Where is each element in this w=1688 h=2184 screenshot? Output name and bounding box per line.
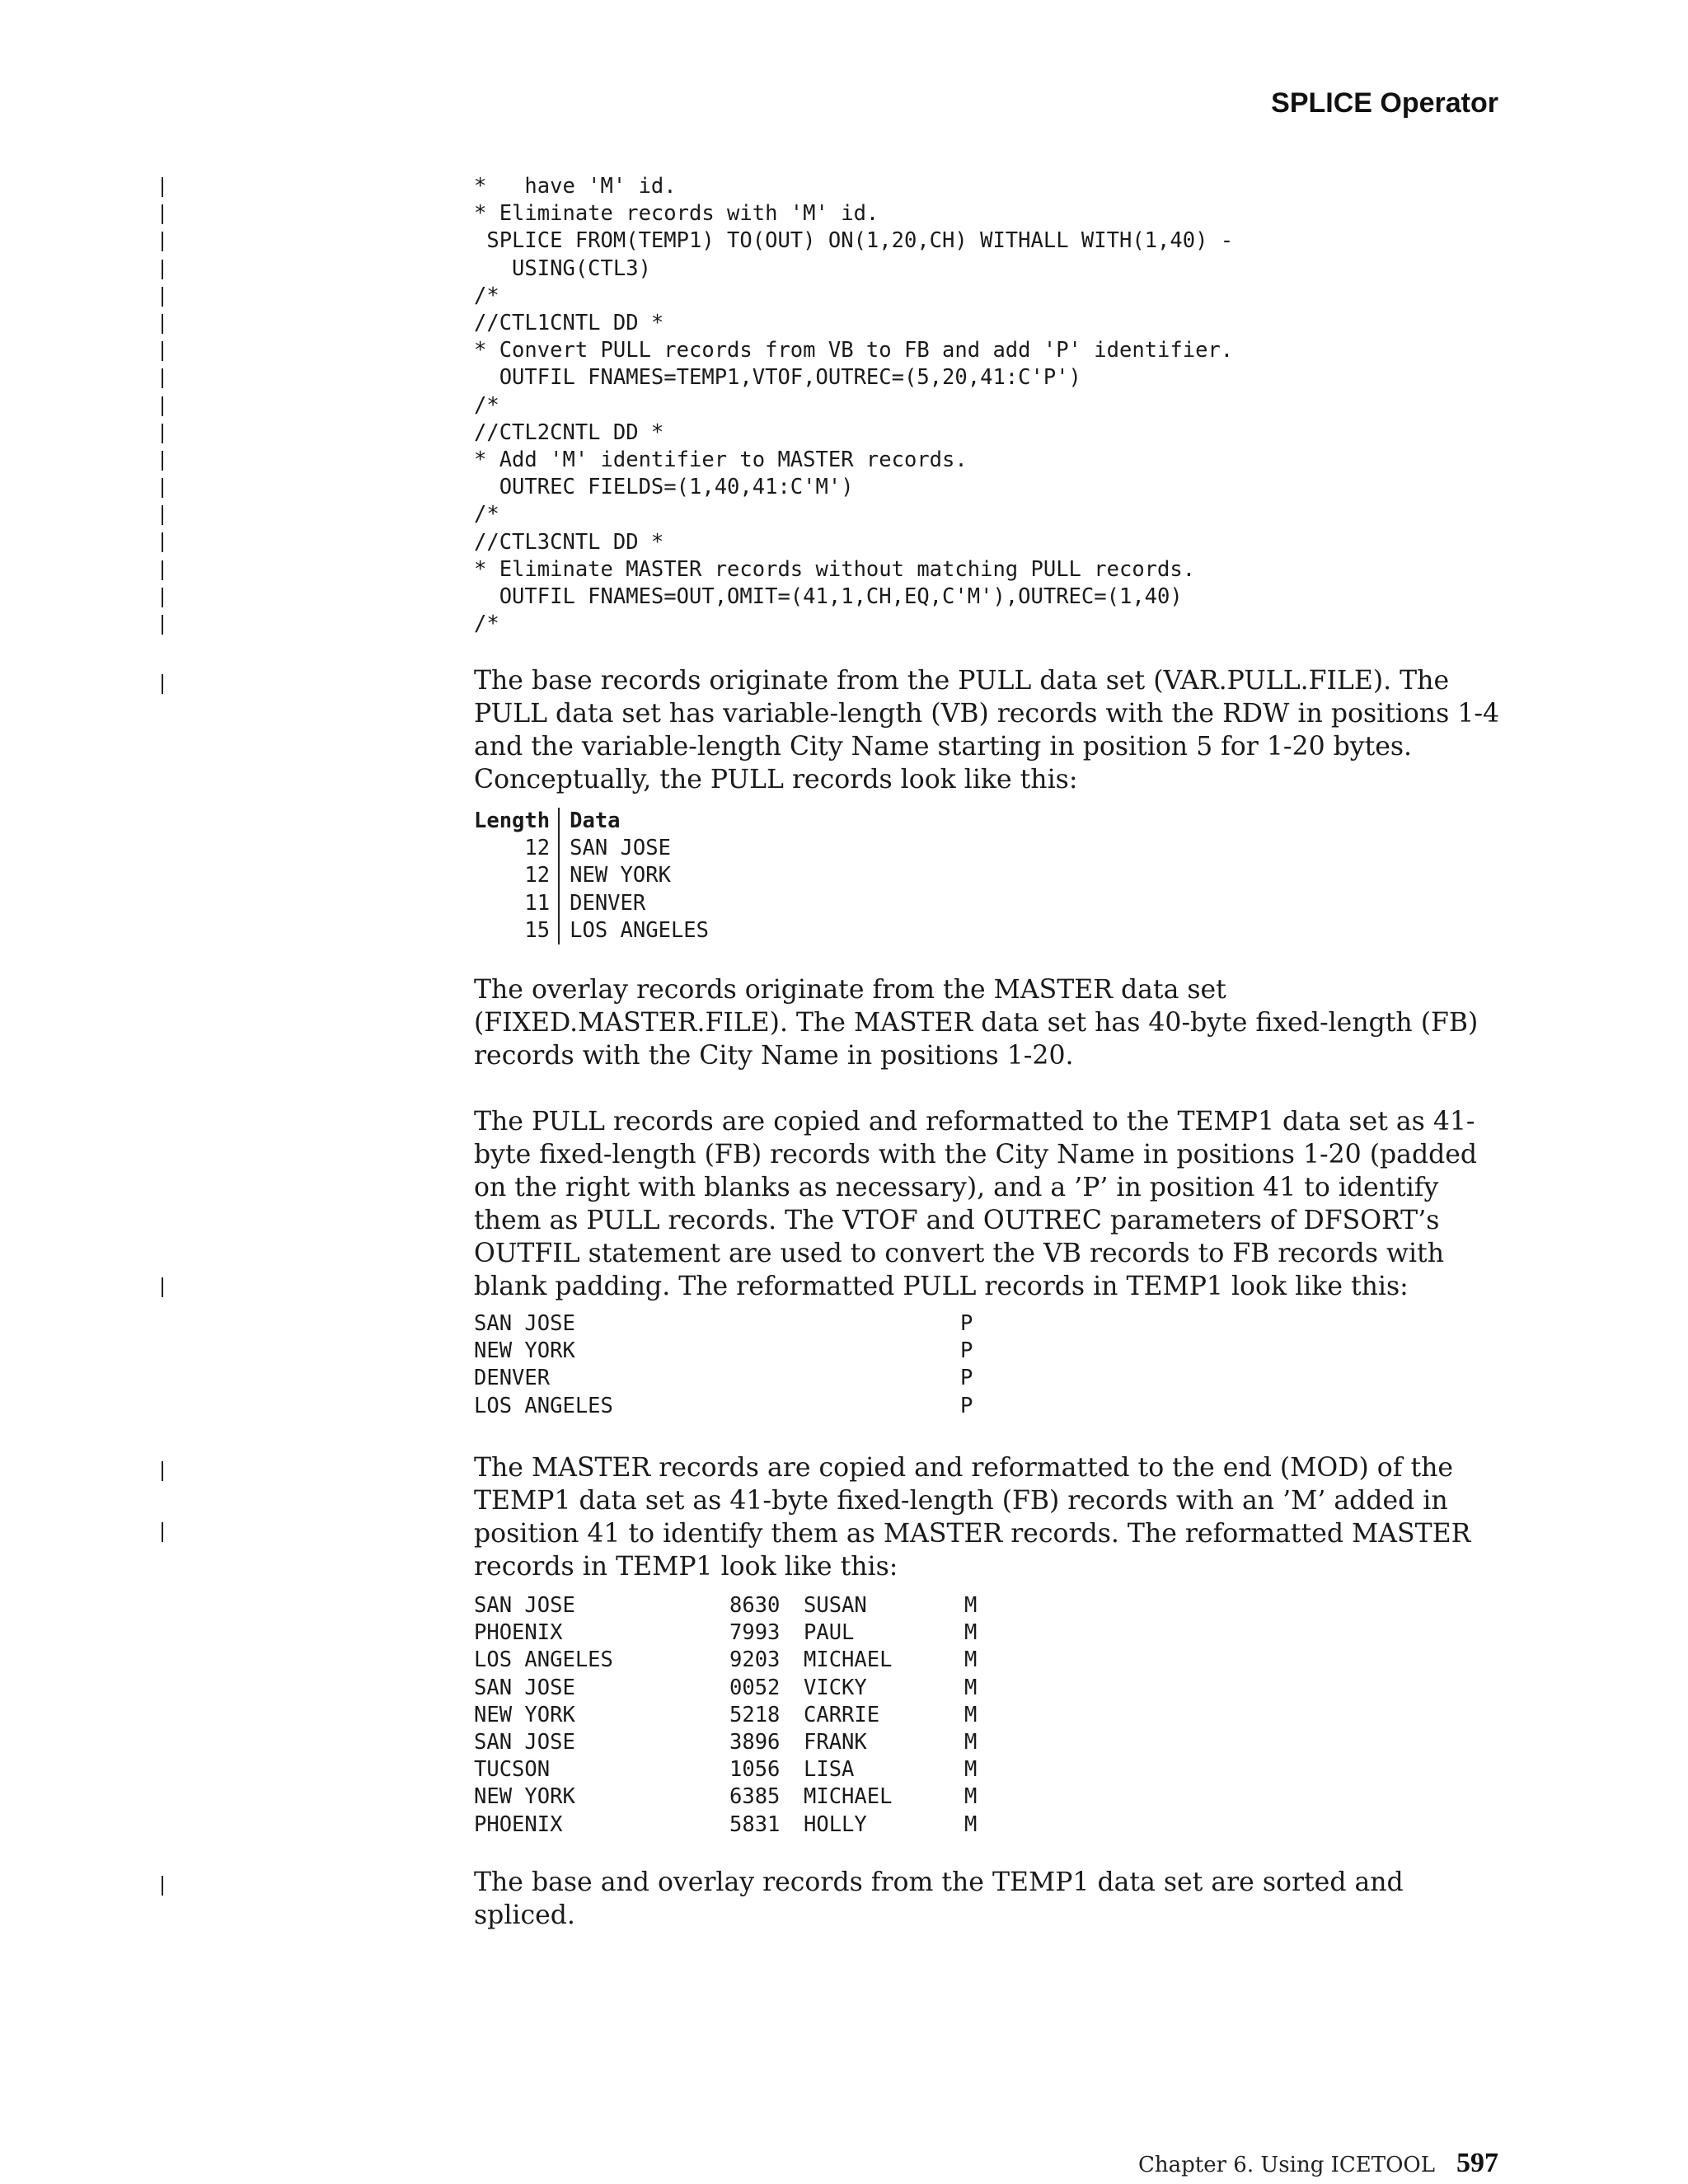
name-cell: SUSAN bbox=[804, 1593, 867, 1618]
data-cell: SAN JOSE bbox=[570, 836, 671, 861]
id-cell: M bbox=[964, 1593, 978, 1618]
column-header-data: Data bbox=[570, 808, 621, 833]
city-cell: DENVER bbox=[474, 1366, 551, 1391]
record-row bbox=[474, 1729, 997, 1756]
length-cell: 15 bbox=[474, 917, 559, 944]
paragraph-master-records: The overlay records originate from the MASTER data set (FIXED.MASTER.FILE). The MASTER data set has 40-byte fixed-length (FB) records with the City Name in positions 1-20. bbox=[474, 975, 1479, 1071]
code-line: * Eliminate MASTER records without matching PULL records. bbox=[474, 556, 1196, 582]
code-line: /* bbox=[474, 502, 499, 527]
change-bar bbox=[162, 1461, 163, 1481]
change-bar bbox=[162, 1876, 163, 1896]
table-row bbox=[474, 890, 709, 917]
id-cell: P bbox=[960, 1338, 973, 1364]
id-cell: M bbox=[964, 1784, 978, 1810]
pull-records-table bbox=[474, 808, 709, 944]
data-cell: NEW YORK bbox=[570, 863, 671, 888]
id-cell: P bbox=[960, 1311, 973, 1336]
temp1-master-records bbox=[474, 1592, 997, 1839]
data-cell: DENVER bbox=[570, 890, 646, 916]
id-cell: M bbox=[964, 1647, 978, 1673]
number-cell: 0052 bbox=[729, 1675, 781, 1700]
id-cell: M bbox=[964, 1675, 978, 1700]
name-cell: MICHAEL bbox=[804, 1647, 893, 1673]
record-row bbox=[474, 1619, 997, 1647]
city-cell: LOS ANGELES bbox=[474, 1647, 613, 1673]
record-row bbox=[474, 1592, 997, 1619]
length-cell: 12 bbox=[474, 835, 559, 862]
column-header-length: Length bbox=[474, 808, 559, 835]
footer-chapter: Chapter 6. Using ICETOOL bbox=[1138, 2153, 1435, 2177]
paragraph-temp1-pull: The PULL records are copied and reformatted to the TEMP1 data set as 41-byte fixed-length (FB) records with the City Name in positions 1-20 (padded on the right with blanks as necessary), and a ’P’ in position 41 to identify them as PULL records. The VTOF and OUTREC parameters of DFSORT’s OUTFIL statement are used to convert the VB records to FB records with blank padding. The reformatted PULL records in TEMP1 look like this: bbox=[474, 1107, 1478, 1301]
running-header: SPLICE Operator bbox=[1271, 87, 1498, 119]
city-cell: LOS ANGELES bbox=[474, 1393, 613, 1418]
id-cell: M bbox=[964, 1620, 978, 1646]
code-line: * have 'M' id. bbox=[474, 174, 677, 199]
code-line: USING(CTL3) bbox=[474, 255, 651, 281]
data-cell: LOS ANGELES bbox=[570, 917, 710, 943]
city-cell: NEW YORK bbox=[474, 1338, 575, 1364]
temp1-pull-records bbox=[474, 1310, 993, 1420]
number-cell: 3896 bbox=[729, 1730, 781, 1755]
city-cell: NEW YORK bbox=[474, 1784, 575, 1810]
city-cell: SAN JOSE bbox=[474, 1730, 575, 1755]
record-row bbox=[474, 1756, 997, 1783]
number-cell: 9203 bbox=[729, 1647, 781, 1673]
table-header-row bbox=[474, 808, 709, 835]
city-cell: SAN JOSE bbox=[474, 1311, 575, 1336]
length-cell: 11 bbox=[474, 890, 559, 917]
name-cell: PAUL bbox=[804, 1620, 855, 1646]
code-line: //CTL3CNTL DD * bbox=[474, 529, 664, 555]
id-cell: M bbox=[964, 1757, 978, 1783]
id-cell: M bbox=[964, 1702, 978, 1727]
number-cell: 7993 bbox=[729, 1620, 781, 1646]
code-line: /* bbox=[474, 612, 499, 637]
code-line: OUTFIL FNAMES=TEMP1,VTOF,OUTREC=(5,20,41:C'P') bbox=[474, 365, 1081, 391]
id-cell: P bbox=[960, 1366, 973, 1391]
city-cell: PHOENIX bbox=[474, 1811, 563, 1837]
number-cell: 6385 bbox=[729, 1784, 781, 1810]
code-line: SPLICE FROM(TEMP1) TO(OUT) ON(1,20,CH) WITHALL WITH(1,40) - bbox=[474, 228, 1234, 254]
name-cell: FRANK bbox=[804, 1730, 867, 1755]
id-cell: M bbox=[964, 1811, 978, 1837]
number-cell: 5831 bbox=[729, 1811, 781, 1837]
record-row bbox=[474, 1675, 997, 1702]
table-row bbox=[474, 862, 709, 889]
change-bar bbox=[162, 1277, 163, 1297]
code-line: //CTL2CNTL DD * bbox=[474, 419, 664, 445]
table-row bbox=[474, 835, 709, 862]
name-cell: MICHAEL bbox=[804, 1784, 893, 1810]
id-cell: P bbox=[960, 1393, 973, 1418]
code-line: /* bbox=[474, 392, 499, 418]
table-row bbox=[474, 917, 709, 944]
code-line: //CTL1CNTL DD * bbox=[474, 311, 664, 336]
change-bar bbox=[162, 674, 163, 694]
page-number: 597 bbox=[1456, 2148, 1498, 2178]
name-cell: HOLLY bbox=[804, 1811, 867, 1837]
code-line: * Eliminate records with 'M' id. bbox=[474, 201, 879, 227]
code-line: /* bbox=[474, 283, 499, 308]
id-cell: M bbox=[964, 1730, 978, 1755]
code-line: OUTREC FIELDS=(1,40,41:C'M') bbox=[474, 475, 854, 500]
page-footer bbox=[1138, 2148, 1498, 2179]
code-listing bbox=[474, 173, 1233, 638]
record-row bbox=[474, 1310, 993, 1338]
code-line: OUTFIL FNAMES=OUT,OMIT=(41,1,CH,EQ,C'M'),OUTREC=(1,40) bbox=[474, 584, 1183, 610]
record-row bbox=[474, 1365, 993, 1392]
number-cell: 1056 bbox=[729, 1757, 781, 1783]
number-cell: 8630 bbox=[729, 1593, 781, 1618]
record-row bbox=[474, 1811, 997, 1839]
record-row bbox=[474, 1647, 997, 1674]
paragraph-pull-records: The base records originate from the PULL data set (VAR.PULL.FILE). The PULL data set has variable-length (VB) records with the RDW in positions 1-4 and the variable-length City Name starting in position 5 for 1-20 bytes. Conceptually, the PULL records look like this: bbox=[474, 666, 1500, 794]
record-row bbox=[474, 1702, 997, 1729]
length-cell: 12 bbox=[474, 862, 559, 889]
record-row bbox=[474, 1338, 993, 1365]
name-cell: CARRIE bbox=[804, 1702, 880, 1727]
city-cell: TUCSON bbox=[474, 1757, 551, 1783]
city-cell: NEW YORK bbox=[474, 1702, 575, 1727]
city-cell: SAN JOSE bbox=[474, 1675, 575, 1700]
record-row bbox=[474, 1783, 997, 1811]
change-bar bbox=[162, 1522, 163, 1542]
paragraph-sort-splice: The base and overlay records from the TEMP1 data set are sorted and spliced. bbox=[474, 1868, 1404, 1930]
code-line: * Add 'M' identifier to MASTER records. bbox=[474, 448, 968, 473]
record-row bbox=[474, 1393, 993, 1420]
name-cell: LISA bbox=[804, 1757, 855, 1783]
number-cell: 5218 bbox=[729, 1702, 781, 1727]
paragraph-temp1-master: The MASTER records are copied and reformatted to the end (MOD) of the TEMP1 data set as 41-byte fixed-length (FB) records with an ’M’ added in position 41 to identify them as MASTER records. The reformatted MASTER records in TEMP1 look like this: bbox=[474, 1453, 1471, 1582]
city-cell: PHOENIX bbox=[474, 1620, 563, 1646]
name-cell: VICKY bbox=[804, 1675, 867, 1700]
city-cell: SAN JOSE bbox=[474, 1593, 575, 1618]
code-line: * Convert PULL records from VB to FB and add 'P' identifier. bbox=[474, 338, 1234, 363]
